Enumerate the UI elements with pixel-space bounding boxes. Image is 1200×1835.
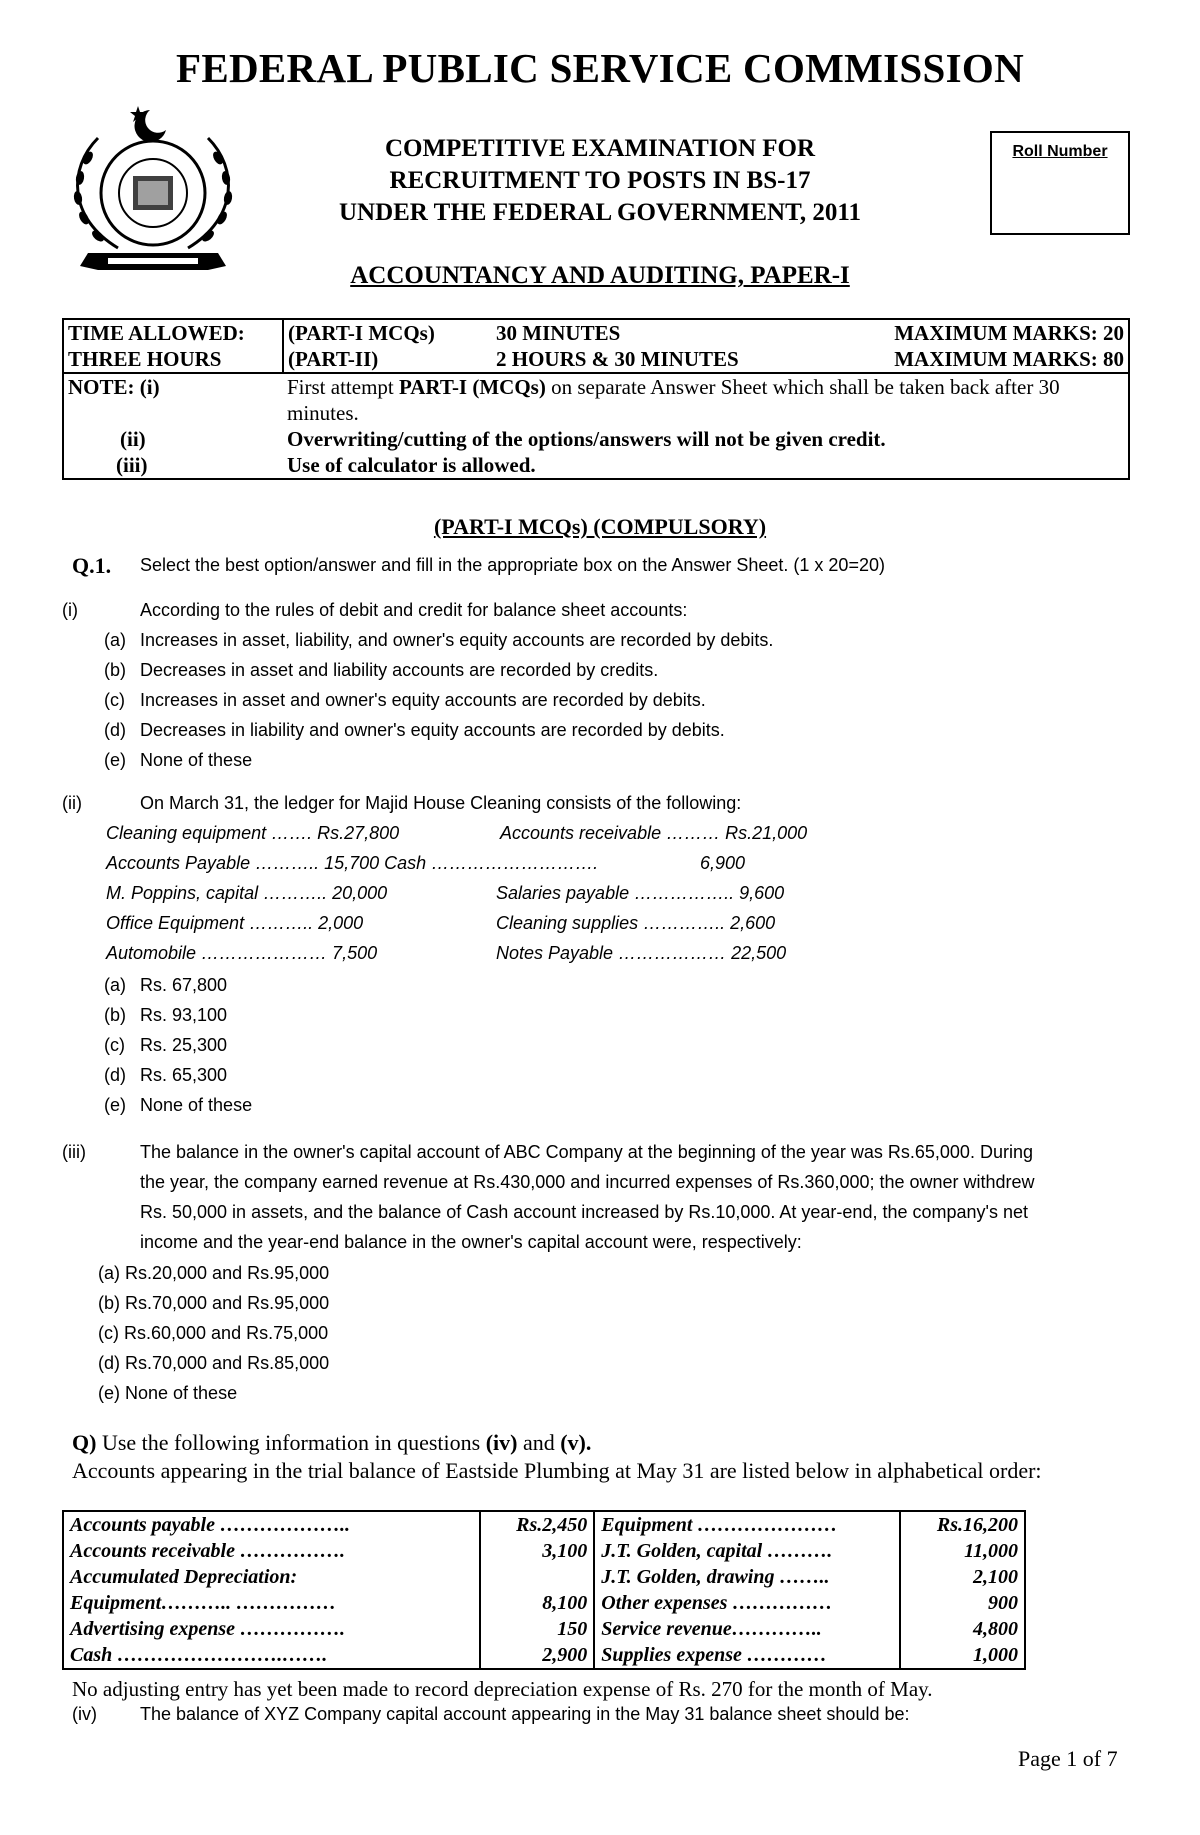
ledger-entry: Notes Payable ……………… 22,500 [496, 943, 787, 963]
adjusting-note: No adjusting entry has yet been made to record depreciation expense of Rs. 270 for the month of May. [72, 1677, 933, 1701]
part1-label: (PART-I MCQs) [288, 321, 435, 345]
table-cell: J.T. Golden, capital ………. [594, 1538, 900, 1564]
note-2-label: (ii) [63, 426, 283, 452]
table-cell: Rs.2,450 [480, 1511, 595, 1538]
q1-label: Q.1. [72, 553, 112, 578]
option-letter: (e) [104, 1095, 126, 1115]
ledger-entry: M. Poppins, capital ……….. 20,000 [106, 883, 388, 903]
ledger-entry: Automobile ………………… 7,500 [106, 943, 378, 963]
q-iv-text: The balance of XYZ Company capital account appearing in the May 31 balance sheet should be: [140, 1704, 910, 1724]
option-text: Rs. 93,100 [140, 1005, 228, 1025]
option-text: Increases in asset, liability, and owner's equity accounts are recorded by debits. [140, 630, 774, 650]
trial-balance-table [62, 1510, 1026, 1670]
exam-line: UNDER THE FEDERAL GOVERNMENT, 2011 [338, 199, 862, 226]
note-3-label: (iii) [63, 452, 283, 479]
table-cell: 150 [480, 1616, 595, 1642]
option-text: None of these [140, 750, 253, 770]
fpsc-emblem-icon [58, 98, 248, 280]
table-row [63, 1511, 1025, 1538]
time-allowed-label: TIME ALLOWED: [63, 319, 283, 346]
question-line: The balance in the owner's capital account of ABC Company at the beginning of the year was Rs.65,000. During [140, 1142, 1033, 1162]
table-cell: 4,800 [900, 1616, 1025, 1642]
table-cell: Supplies expense ………… [594, 1642, 900, 1669]
table-row [63, 1590, 1025, 1616]
table-row [63, 1538, 1025, 1564]
q-i-text: According to the rules of debit and credit for balance sheet accounts: [140, 600, 688, 620]
page-number: Page 1 of 7 [1018, 1746, 1118, 1771]
exam-info-table [62, 318, 1130, 480]
ledger-entry: Accounts receivable ……… Rs.21,000 [500, 823, 808, 843]
option-letter: (d) [104, 1065, 126, 1085]
table-cell: 1,000 [900, 1642, 1025, 1669]
ledger-entry: Office Equipment ……….. 2,000 [106, 913, 364, 933]
document-title: FEDERAL PUBLIC SERVICE COMMISSION [176, 45, 1024, 91]
table-cell: Advertising expense ……………. [63, 1616, 480, 1642]
roll-number-box[interactable] [990, 131, 1130, 235]
note-2: Overwriting/cutting of the options/answers will not be given credit. [283, 426, 1129, 452]
ledger-entry: Salaries payable …………….. 9,600 [496, 883, 785, 903]
exam-heading [280, 133, 920, 229]
option-letter: (b) [104, 1005, 126, 1025]
roll-number-label: Roll Number [1012, 143, 1108, 160]
part2-marks: MAXIMUM MARKS: 80 [860, 346, 1129, 373]
q-ii-text: On March 31, the ledger for Majid House Cleaning consists of the following: [140, 793, 742, 813]
note-label: NOTE: (i) [63, 373, 283, 426]
paper-title: ACCOUNTANCY AND AUDITING, PAPER-I [350, 262, 850, 289]
table-cell: Rs.16,200 [900, 1511, 1025, 1538]
table-cell: Accumulated Depreciation: [63, 1564, 480, 1590]
part1-marks: MAXIMUM MARKS: 20 [860, 319, 1129, 346]
part2-time: 2 HOURS & 30 MINUTES [496, 347, 739, 371]
option-text: Rs. 25,300 [140, 1035, 228, 1055]
question-line: the year, the company earned revenue at Rs.430,000 and incurred expenses of Rs.360,000; the owner withdrew [140, 1172, 1035, 1192]
option-text: (b) Rs.70,000 and Rs.95,000 [98, 1293, 330, 1313]
option-letter: (e) [104, 750, 126, 770]
option-letter: (d) [104, 720, 126, 740]
table-cell: 2,100 [900, 1564, 1025, 1590]
table-cell: Equipment ………………… [594, 1511, 900, 1538]
option-letter: (c) [104, 1035, 125, 1055]
ledger-entry: 6,900 [700, 853, 746, 873]
q1-text: Select the best option/answer and fill in the appropriate box on the Answer Sheet. (1 x 20=20) [140, 555, 885, 575]
question-line: Rs. 50,000 in assets, and the balance of Cash account increased by Rs.10,000. At year-end, the company's net [140, 1202, 1028, 1222]
option-text: (d) Rs.70,000 and Rs.85,000 [98, 1353, 330, 1373]
table-cell: 3,100 [480, 1538, 595, 1564]
option-text: (c) Rs.60,000 and Rs.75,000 [98, 1323, 329, 1343]
note-3: Use of calculator is allowed. [283, 452, 1129, 479]
table-cell: 2,900 [480, 1642, 595, 1669]
q-iii-number: (iii) [62, 1142, 86, 1162]
exam-line: COMPETITIVE EXAMINATION FOR [384, 135, 816, 162]
q-info-line: Q) Use the following information in questions (iv) and (v). [72, 1430, 592, 1455]
option-letter: (c) [104, 690, 125, 710]
table-row [63, 1642, 1025, 1669]
option-text: Rs. 67,800 [140, 975, 228, 995]
option-text: Decreases in liability and owner's equity accounts are recorded by debits. [140, 720, 725, 740]
option-text: Decreases in asset and liability accounts are recorded by credits. [140, 660, 659, 680]
option-text: Rs. 65,300 [140, 1065, 228, 1085]
ledger-entry: Cleaning supplies ………….. 2,600 [496, 913, 776, 933]
ledger-entry: Accounts Payable ……….. 15,700 Cash ………………………. [106, 853, 599, 873]
table-cell: Service revenue………….. [594, 1616, 900, 1642]
table-cell: 8,100 [480, 1590, 595, 1616]
q-ii-number: (ii) [62, 793, 82, 813]
table-cell: 11,000 [900, 1538, 1025, 1564]
table-cell: Cash …………………….……. [63, 1642, 480, 1669]
table-row [63, 1616, 1025, 1642]
question-line: income and the year-end balance in the owner's capital account were, respectively: [140, 1232, 802, 1252]
table-cell: J.T. Golden, drawing …….. [594, 1564, 900, 1590]
table-cell: Accounts receivable ……………. [63, 1538, 480, 1564]
option-letter: (b) [104, 660, 126, 680]
part2-label: (PART-II) [288, 347, 379, 371]
option-text: (e) None of these [98, 1383, 238, 1403]
q-iv-number: (iv) [72, 1704, 97, 1724]
option-letter: (a) [104, 630, 126, 650]
note-1: First attempt PART-I (MCQs) on separate Answer Sheet which shall be taken back after 30 minutes. [283, 373, 1129, 426]
option-letter: (a) [104, 975, 126, 995]
q-i-number: (i) [62, 600, 78, 620]
table-cell: 900 [900, 1590, 1025, 1616]
table-row [63, 1564, 1025, 1590]
table-cell: Accounts payable ……………….. [63, 1511, 480, 1538]
ledger-entry: Cleaning equipment ……. Rs.27,800 [106, 823, 400, 843]
exam-line: RECRUITMENT TO POSTS IN BS-17 [389, 167, 811, 194]
q-info-description: Accounts appearing in the trial balance of Eastside Plumbing at May 31 are listed below in alphabetical order: [72, 1458, 1042, 1483]
option-text: None of these [140, 1095, 253, 1115]
three-hours-label: THREE HOURS [63, 346, 283, 373]
option-text: Increases in asset and owner's equity accounts are recorded by debits. [140, 690, 706, 710]
part1-time: 30 MINUTES [496, 321, 621, 345]
fpsc-logo [58, 98, 248, 280]
table-cell: Equipment……….. …………… [63, 1590, 480, 1616]
option-text: (a) Rs.20,000 and Rs.95,000 [98, 1263, 330, 1283]
table-cell: Other expenses …………… [594, 1590, 900, 1616]
table-cell [480, 1564, 595, 1590]
section-heading: (PART-I MCQs) (COMPULSORY) [433, 514, 767, 539]
